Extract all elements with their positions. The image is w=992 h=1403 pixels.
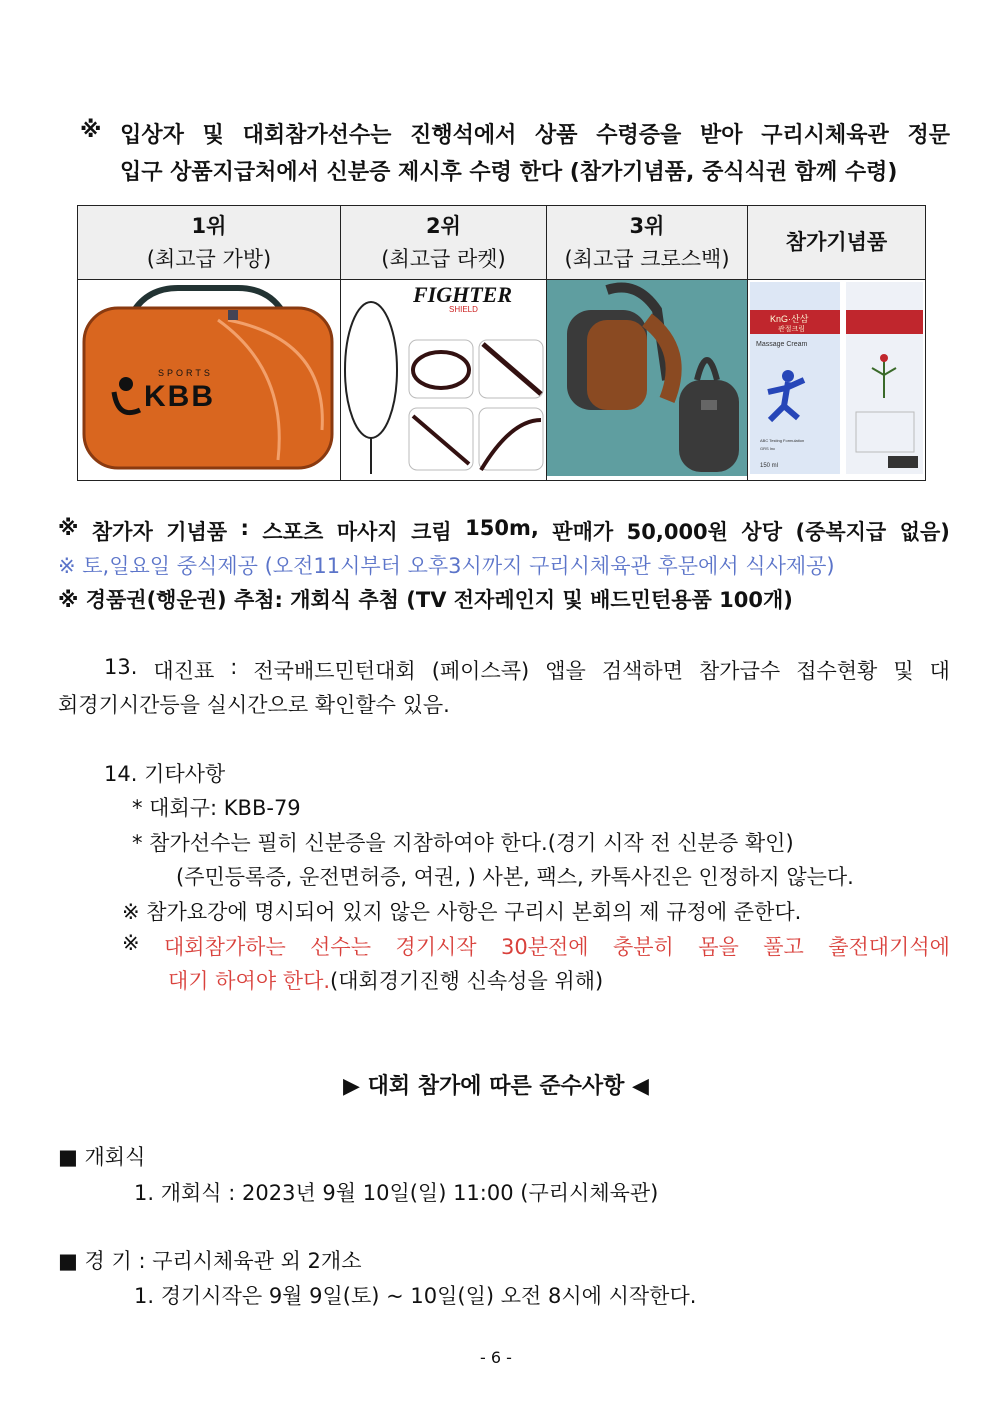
cream-label: Massage Cream [756,341,808,348]
cream-volume: 150 ml [760,463,779,469]
word: 상품 [535,123,578,148]
cream-image [748,280,925,476]
word: 참가급수 [699,659,781,683]
word: : [230,655,238,679]
word: 판매가 [552,520,614,544]
prize-header-2 [341,206,547,280]
word: 크림 [411,520,452,544]
word: 13. [104,655,138,679]
racket-sub: SHIELD [449,305,478,314]
word: 출전대기석에 [828,935,950,959]
section-14-item-2: * 참가선수는 필히 신분증을 지참하여야 한다.(경기 시작 전 신분증 확인) [132,831,794,855]
word: : [240,516,249,540]
prize-table [77,205,926,481]
item-4-red-text: 대기 하여야 한다. [168,969,331,993]
opening-item: 1. 개회식 : 2023년 9월 10일(일) 11:00 (구리시체육관) [134,1181,659,1205]
section-14-item-4 [122,931,950,961]
crossbag-image [547,280,747,476]
word: 선수는 [310,935,371,959]
word: 50,000원 [626,520,728,544]
prize-item: (최고급 라켓) [381,246,506,271]
word: 및 [202,123,224,148]
notice-line-1 [80,118,950,149]
item-4-black-text: (대회경기진행 신속성을 위해) [330,969,604,993]
prize-header-3 [547,206,748,280]
word: 정문 [907,123,950,148]
section-14-item-1: * 대회구: KBB-79 [132,796,301,820]
word: 수령증을 [596,123,682,148]
games-item: 1. 경기시작은 9월 9일(토) ~ 10일(일) 오전 8시에 시작한다. [134,1284,697,1308]
word: 구리시체육관 [761,123,889,148]
games-heading: ■ 경 기 : 구리시체육관 외 2개소 [58,1249,362,1273]
section-14-item-4-line-2 [168,965,603,995]
word: ※ [122,931,140,955]
prize-header-4 [748,206,926,280]
racket-image-cell [341,280,547,481]
word: 받아 [700,123,743,148]
word: 150m, [465,516,539,540]
prize-rank: 1위 [191,213,227,238]
racket-brand: FIGHTER [413,282,513,307]
word: ※ [80,118,102,143]
word: 상당 [741,520,782,544]
cream-fine-2: GRS Inc [760,446,776,451]
cream-fine-1: ABC Testing Formulation [760,438,805,443]
prize-rank: 3위 [629,213,665,238]
section-14-item-2-sub: (주민등록증, 운전면허증, 여권, ) 사본, 팩스, 카톡사진은 인정하지 않는다. [176,865,854,889]
bag-image-cell [78,280,341,481]
word: 대회참가선수는 [242,123,392,148]
word: 검색하면 [601,659,683,683]
racket-image [341,280,546,476]
crossbag-image-cell [547,280,748,481]
word: 스포츠 [262,520,324,544]
section-14-title: 14. 기타사항 [104,762,226,786]
prize-item: (최고급 크로스백) [564,246,730,271]
notice-line-2: 입구 상품지급처에서 신분증 제시후 수령 한다 (참가기념품, 중식식권 함께 수령) [120,160,898,185]
word: 기념품 [166,520,228,544]
opening-heading: ■ 개회식 [58,1145,146,1169]
word: 앱을 [545,659,586,683]
word: 대진표 [153,659,215,683]
word: 및 [893,659,914,683]
word: 경기시작 [395,935,477,959]
cream-brand: KnG·산삼 [770,314,809,324]
compliance-title: ▶ 대회 참가에 따른 준수사항 ◀ [343,1074,649,1099]
word: 풀고 [763,935,804,959]
bag-brand: KBB [144,380,215,413]
cream-sub: 관절크림 [778,326,806,333]
word: 접수현황 [796,659,878,683]
section-13-line-2: 회경기시간등을 실시간으로 확인할수 있음. [58,693,450,717]
prize-rank: 참가기념품 [785,230,888,254]
word: 충분히 [612,935,674,959]
word: 없음) [899,520,950,544]
bag-image [78,280,340,476]
page-number: - 6 - [480,1348,512,1367]
word: (중복지급 [795,520,887,544]
word: 몸을 [698,935,739,959]
word: 참가자 [91,520,153,544]
prize-item: (최고급 가방) [146,246,272,271]
bag-brand-small: SPORTS [158,368,213,378]
word: (페이스콕) [431,659,530,683]
note-lunch: ※ 토,일요일 중식제공 (오전11시부터 오후3시까지 구리시체육관 후문에서 식사제공) [58,554,835,578]
word: ※ [58,516,79,540]
word: 대 [929,659,950,683]
section-13-line-1 [104,655,950,685]
note-souvenir [58,516,950,546]
word: 진행석에서 [410,123,517,148]
word: 전국배드민턴대회 [253,659,416,683]
word: 입상자 [120,123,184,148]
cream-image-cell [748,280,926,481]
prize-header-1 [78,206,341,280]
section-14-item-3: ※ 참가요강에 명시되어 있지 않은 사항은 구리시 본회의 제 규정에 준한다. [122,900,802,924]
word: 대회참가하는 [164,935,286,959]
note-lottery: ※ 경품권(행운권) 추첨: 개회식 추첨 (TV 전자레인지 및 배드민턴용품 100개) [58,588,793,612]
word: 마사지 [336,520,398,544]
word: 30분전에 [500,935,589,959]
prize-rank: 2위 [426,213,461,238]
